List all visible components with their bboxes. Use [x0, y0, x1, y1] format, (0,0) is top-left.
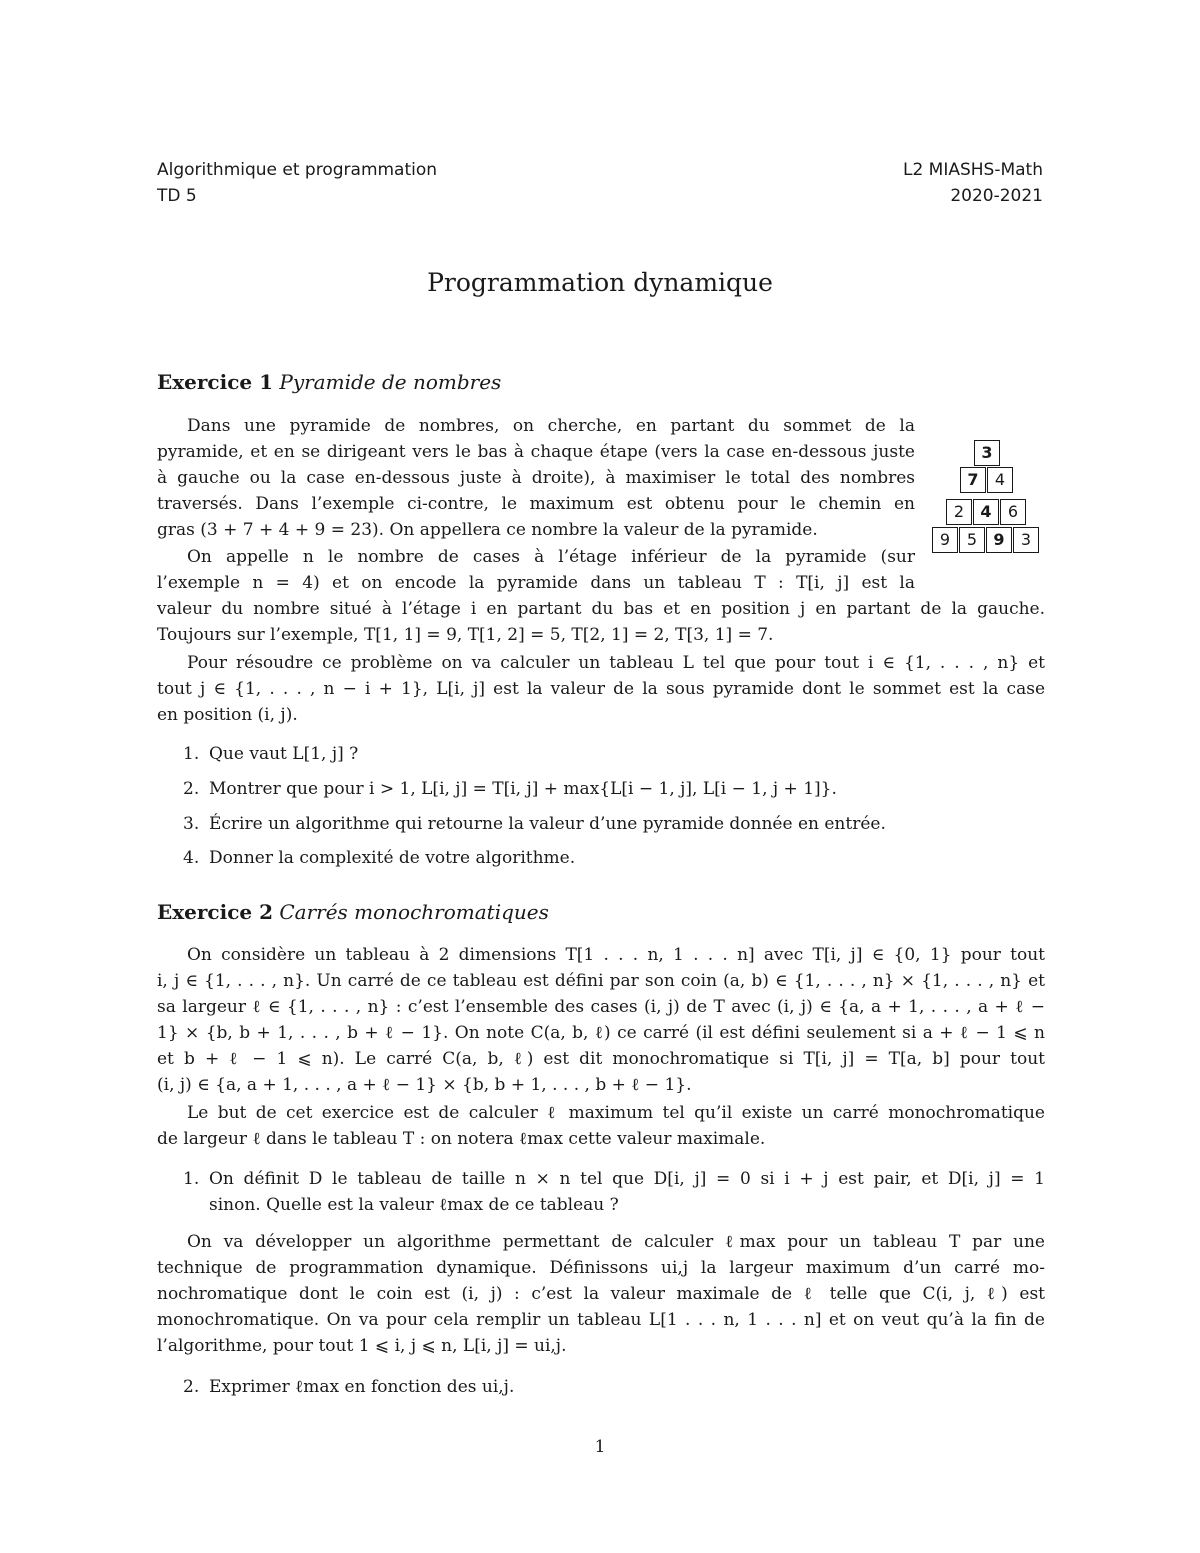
- text-line: et b + ℓ − 1 ⩽ n). Le carré C(a, b, ℓ) est dit monochromatique si T[i, j] = T[a, b] pour tout: [157, 1049, 1045, 1069]
- text-line: tout j ∈ {1, . . . , n − i + 1}, L[i, j] est la valeur de la sous pyramide dont le sommet est la case: [157, 679, 1045, 699]
- text-line: pyramide, et en se dirigeant vers le bas à chaque étape (vers la case en-dessous juste: [157, 442, 915, 462]
- text-line: à gauche ou la case en-dessous juste à droite), à maximiser le total des nombres: [157, 468, 915, 488]
- number-pyramid: [930, 440, 1046, 556]
- text-line: l’exemple n = 4) et on encode la pyramide dans un tableau T : T[i, j] est la: [157, 573, 915, 593]
- text-line: i, j ∈ {1, . . . , n}. Un carré de ce tableau est défini par son coin (a, b) ∈ {1, . . . , n} × {1, . . . , n} et: [157, 971, 1045, 991]
- exercise-1-heading: [157, 370, 501, 394]
- ex2-paragraph-3: [157, 1229, 1045, 1359]
- question-number: 3.: [183, 814, 200, 834]
- text-line: On va développer un algorithme permettant de calculer ℓmax pour un tableau T par une: [187, 1232, 1045, 1252]
- header-right: [903, 157, 1043, 209]
- question-text: Exprimer ℓmax en fonction des ui,j.: [209, 1377, 515, 1397]
- level-label: L2 MIASHS-Math: [902, 160, 1043, 180]
- question-number: 2.: [183, 1377, 200, 1397]
- text-line: valeur du nombre situé à l’étage i en partant du bas et en position j en partant de la gauche.: [157, 599, 1045, 619]
- text-line: On appelle n le nombre de cases à l’étage inférieur de la pyramide (sur: [187, 547, 915, 567]
- text-line: nochromatique dont le coin est (i, j) : c’est la valeur maximale de ℓ telle que C(i, j, ℓ) est: [157, 1284, 1045, 1304]
- question-number: 1.: [183, 1169, 200, 1189]
- pyramid-cell: 2: [946, 499, 972, 525]
- text-line: On considère un tableau à 2 dimensions T[1 . . . n, 1 . . . n] avec T[i, j] ∈ {0, 1} pour tout: [187, 945, 1045, 965]
- ex2-paragraph-2: [157, 1100, 1045, 1152]
- ex1-paragraph-3: [157, 650, 1045, 728]
- text-line: monochromatique. On va pour cela remplir un tableau L[1 . . . n, 1 . . . n] et on veut qu’à la fin de: [157, 1310, 1045, 1330]
- text-line: gras (3 + 7 + 4 + 9 = 23). On appellera ce nombre la valeur de la pyramide.: [157, 520, 818, 540]
- course-title: Algorithmique et programmation: [157, 160, 438, 180]
- exercise-2-subtitle: Carrés monochromatiques: [279, 900, 549, 924]
- text-line: en position (i, j).: [157, 705, 298, 725]
- text-line: sinon. Quelle est la valeur ℓmax de ce tableau ?: [209, 1195, 619, 1215]
- question-text: Donner la complexité de votre algorithme.: [209, 848, 576, 868]
- pyramid-cell: 4: [973, 499, 999, 525]
- ex1-paragraph-1: [157, 413, 915, 543]
- question-text: Écrire un algorithme qui retourne la valeur d’une pyramide donnée en entrée.: [209, 814, 886, 834]
- pyramid-cell: 6: [1000, 499, 1026, 525]
- exercise-1-subtitle: Pyramide de nombres: [279, 370, 502, 394]
- question-number: 1.: [183, 744, 200, 764]
- pyramid-cell: 7: [960, 467, 986, 493]
- text-line: Toujours sur l’exemple, T[1, 1] = 9, T[1, 2] = 5, T[2, 1] = 2, T[3, 1] = 7.: [157, 625, 774, 645]
- text-line: On définit D le tableau de taille n × n tel que D[i, j] = 0 si i + j est pair, et D[i, j] = 1: [209, 1169, 1045, 1189]
- exercise-2-label: Exercice 2: [157, 900, 273, 924]
- text-line: l’algorithme, pour tout 1 ⩽ i, j ⩽ n, L[i, j] = ui,j.: [157, 1336, 567, 1356]
- exercise-2-heading: [157, 900, 549, 924]
- text-line: de largeur ℓ dans le tableau T : on notera ℓmax cette valeur maximale.: [157, 1129, 766, 1149]
- text-line: (i, j) ∈ {a, a + 1, . . . , a + ℓ − 1} × {b, b + 1, . . . , b + ℓ − 1}.: [157, 1075, 692, 1095]
- pyramid-cell: 9: [932, 527, 958, 553]
- td-label: TD 5: [157, 186, 197, 206]
- pyramid-cell: 4: [987, 467, 1013, 493]
- text-line: Pour résoudre ce problème on va calculer un tableau L tel que pour tout i ∈ {1, . . . , n} et: [187, 653, 1045, 673]
- year-label: 2020-2021: [950, 186, 1043, 206]
- question-text: Montrer que pour i > 1, L[i, j] = T[i, j] + max{L[i − 1, j], L[i − 1, j + 1]}.: [209, 779, 837, 799]
- text-line: traversés. Dans l’exemple ci-contre, le maximum est obtenu pour le chemin en: [157, 494, 915, 514]
- text-line: technique de programmation dynamique. Définissons ui,j la largeur maximum d’un carré mo-: [157, 1258, 1045, 1278]
- text-line: Dans une pyramide de nombres, on cherche, en partant du sommet de la: [187, 416, 915, 436]
- question-number: 2.: [183, 779, 200, 799]
- exercise-1-label: Exercice 1: [157, 370, 273, 394]
- question-number: 4.: [183, 848, 200, 868]
- page-title: Programmation dynamique: [427, 268, 773, 297]
- ex2-paragraph-1: [157, 942, 1045, 1098]
- pyramid-cell: 3: [1013, 527, 1039, 553]
- header-left: [157, 157, 437, 209]
- text-line: Le but de cet exercice est de calculer ℓ maximum tel qu’il existe un carré monochromatique: [187, 1103, 1045, 1123]
- text-line: sa largeur ℓ ∈ {1, . . . , n} : c’est l’ensemble des cases (i, j) de T avec (i, j) ∈ {a, a + 1, . . . , a + ℓ −: [157, 997, 1045, 1017]
- pyramid-cell: 3: [974, 440, 1000, 466]
- ex2-question-1: [183, 1166, 1045, 1218]
- question-text: Que vaut L[1, j] ?: [209, 744, 359, 764]
- ex1-paragraph-2: [157, 544, 1045, 648]
- pyramid-cell: 5: [959, 527, 985, 553]
- text-line: 1} × {b, b + 1, . . . , b + ℓ − 1}. On note C(a, b, ℓ) ce carré (il est défini seulement si a + ℓ − 1 ⩽ n: [157, 1023, 1045, 1043]
- pyramid-cell: 9: [986, 527, 1012, 553]
- page-number: 1: [594, 1437, 606, 1457]
